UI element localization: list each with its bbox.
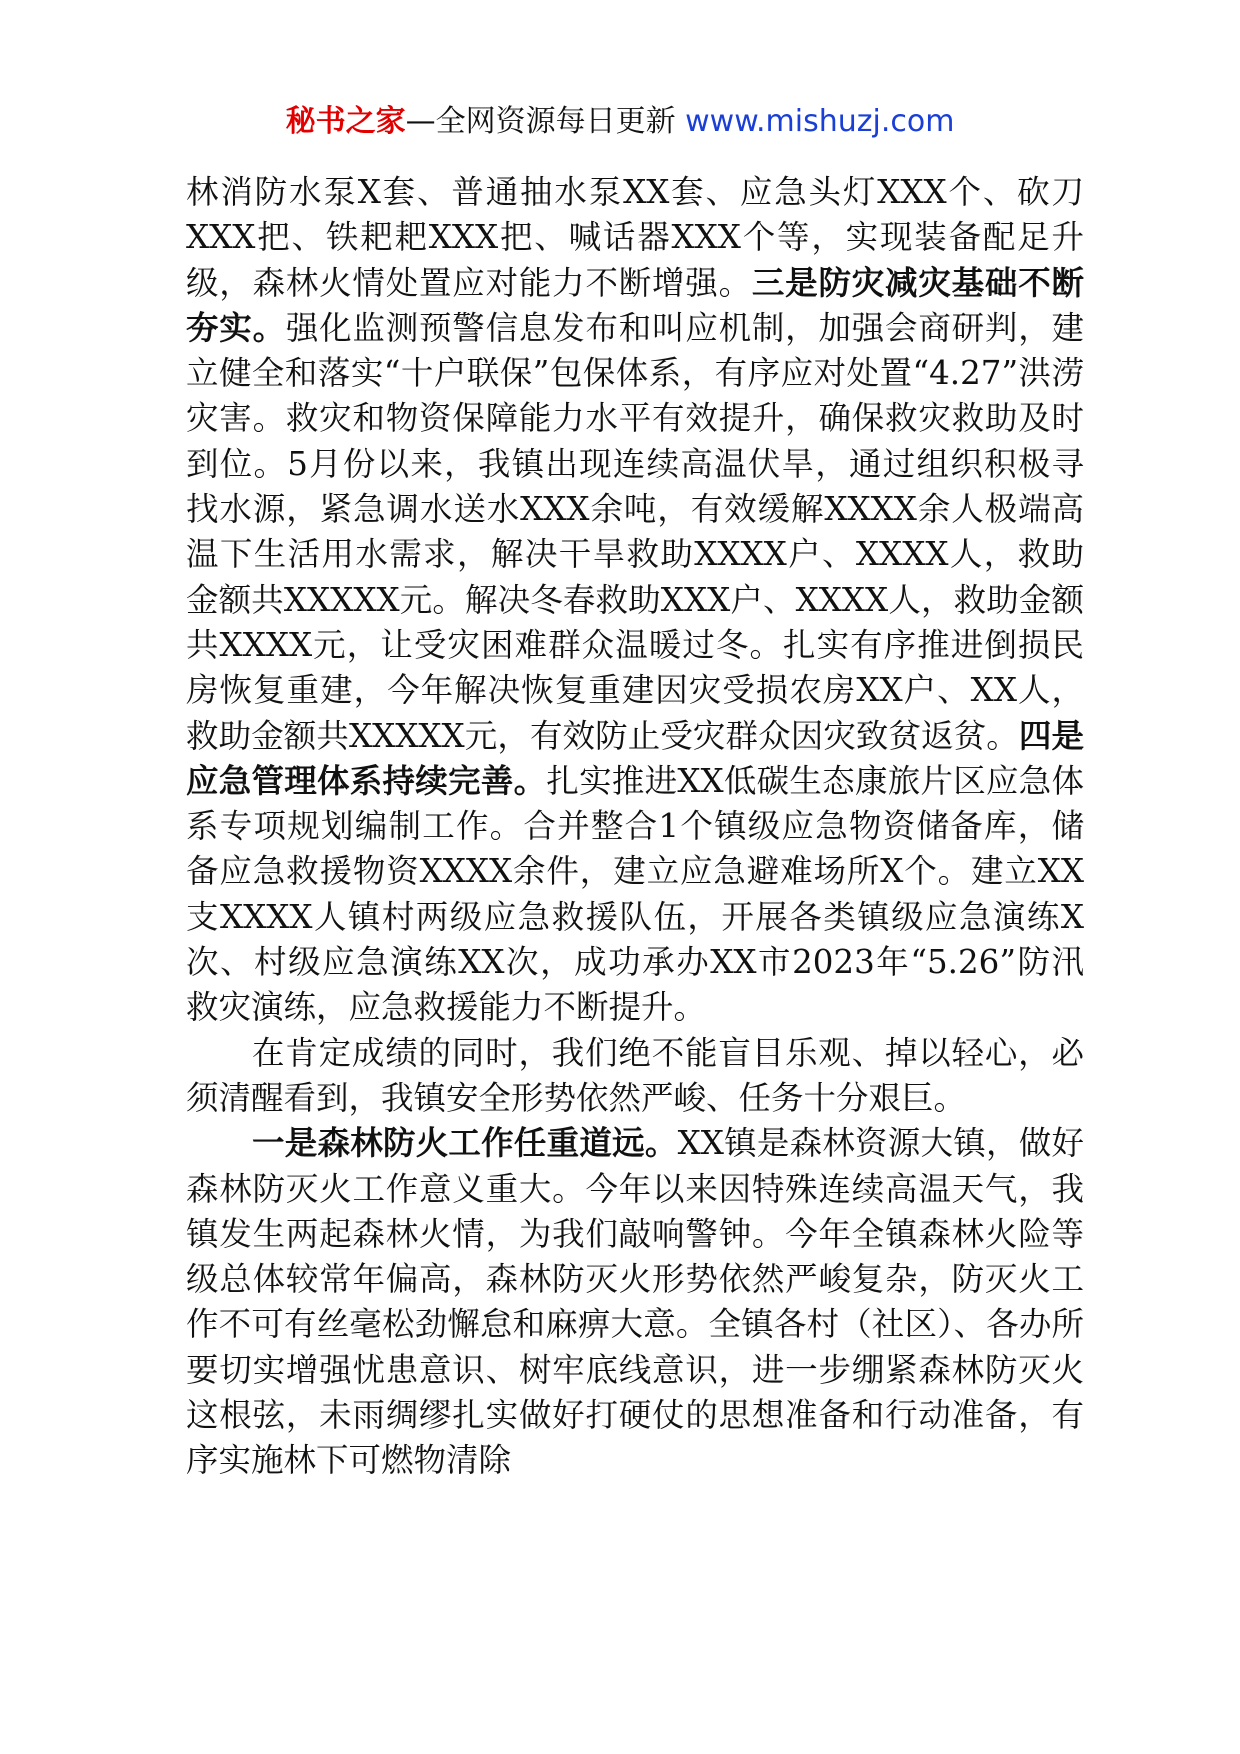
- section-text-forest-fire: XX镇是森林资源大镇，做好森林防灭火工作意义重大。今年以来因特殊连续高温天气，我镇发生两起森林火情，为我们敲响警钟。今年全镇森林火险等级总体较常年偏高，森林防灭火形势依然严峻复杂，防灭火工作不可有丝毫松劲懈怠和麻痹大意。全镇各村（社区）、各办所要切实增强忧患意识、树牢底线意识，进一步绷紧森林防灭火这根弦，未雨绸缪扎实做好打硬仗的思想准备和行动准备，有序实施林下可燃物清除: [186, 1124, 1084, 1480]
- section-text-disaster-prevention: 强化监测预警信息发布和叫应机制，加强会商研判，建立健全和落实“十户联保”包保体系，有序应对处置“4.27”洪涝灾害。救灾和物资保障能力水平有效提升，确保救灾救助及时到位。5月份以来，我镇出现连续高温伏旱，通过组织积极寻找水源，紧急调水送水XXX余吨，有效缓解XXXX余人极端高温下生活用水需求，解决干旱救助XXXX户、XXXX人，救助金额共XXXXX元。解决冬春救助XXX户、XXXX人，救助金额共XXXX元，让受灾困难群众温暖过冬。扎实有序推进倒损民房恢复重建，今年解决恢复重建因灾受损农房XX户、XX人，救助金额共XXXXX元，有效防止受灾群众因灾致贫返贫。: [186, 308, 1084, 755]
- site-slogan: —全网资源每日更新: [405, 104, 686, 139]
- section-text-emergency-system: 扎实推进XX低碳生态康旅片区应急体系专项规划编制工作。合并整合1个镇级应急物资储备库，储备应急救援物资XXXX余件，建立应急避难场所X个。建立XX支XXXX人镇村两级应急救援队伍，开展各类镇级应急演练X次、村级应急演练XX次，成功承办XX市2023年“5.26”防汛救灾演练，应急救援能力不断提升。: [186, 761, 1084, 1027]
- paragraph-forest-fire: [186, 1121, 1084, 1483]
- site-brand: 秘书之家: [285, 104, 406, 139]
- transition-text: 在肯定成绩的同时，我们绝不能盲目乐观、掉以轻心，必须清醒看到，我镇安全形势依然严峻、任务十分艰巨。: [186, 1033, 1084, 1117]
- paragraph-transition: [186, 1031, 1084, 1122]
- paragraph-intro-text: 林消防水泵X套、普通抽水泵XX套、应急头灯XXX个、砍刀XXX把、铁耙耙XXX把、喊话器XXX个等，实现装备配足升级，森林火情处置应对能力不断增强。: [186, 173, 1084, 302]
- section-heading-emergency-system: 四是应急管理体系持续完善。: [186, 716, 1084, 800]
- paragraph-achievements: [186, 170, 1084, 1031]
- site-url[interactable]: www.mishuzj.com: [685, 104, 955, 139]
- section-heading-disaster-prevention: 三是防灾减灾基础不断夯实。: [186, 263, 1084, 347]
- page-header: [0, 100, 1240, 144]
- document-body: [186, 170, 1084, 1484]
- section-heading-forest-fire: 一是森林防火工作任重道远。: [252, 1124, 678, 1163]
